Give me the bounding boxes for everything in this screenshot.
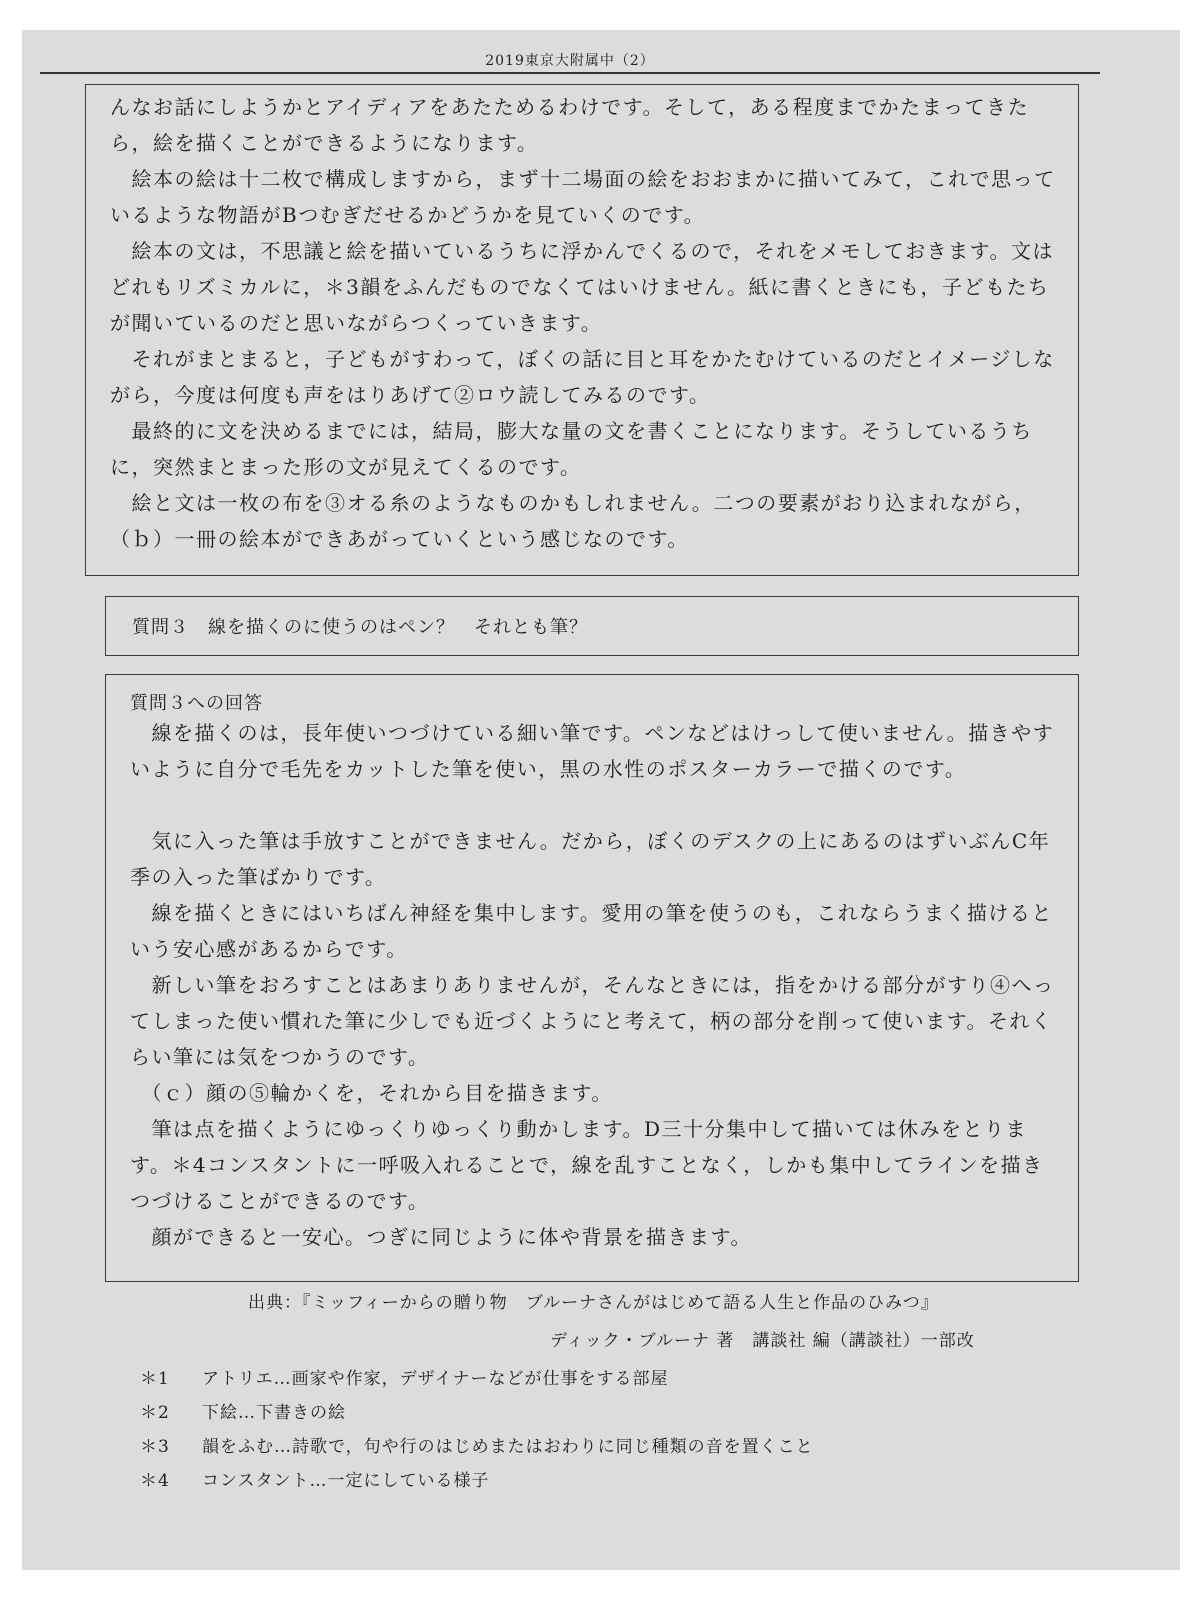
header-rule [40, 72, 1100, 74]
footnote-text: 韻をふむ…詩歌で，句や行のはじめまたはおわりに同じ種類の音を置くこと [202, 1437, 814, 1457]
answer-paragraph-7: 顔ができると一安心。つぎに同じように体や背景を描きます。 [130, 1225, 752, 1249]
passage-paragraph-5: 最終的に文を決めるまでには，結局，膨大な量の文を書くことになります。そうしているうちに，突然まとまった形の文が見えてくるのです。 [110, 419, 1033, 479]
footnote-2 [140, 1396, 1040, 1430]
passage-box [85, 84, 1079, 576]
footnotes [140, 1362, 1040, 1498]
answer-paragraph-3: 線を描くときにはいちばん神経を集中します。愛用の筆を使うのも，これならうまく描けるという安心感があるからです。 [130, 901, 1053, 961]
passage-paragraph-2: 絵本の絵は十二枚で構成しますから，まず十二場面の絵をおおまかに描いてみて，これで思っているような物語がBつむぎだせるかどうかを見ていくのです。 [110, 167, 1056, 227]
answer-paragraph-4: 新しい筆をおろすことはあまりありませんが，そんなときには，指をかける部分がすり④へってしまった使い慣れた筆に少しでも近づくようにと考えて，柄の部分を削って使います。それくらい筆には気をつかうのです。 [130, 973, 1055, 1069]
answer-3-label: 質問３への回答 [130, 693, 263, 714]
footnote-text: 下絵…下書きの絵 [202, 1403, 346, 1423]
answer-paragraph-5: （ｃ）顔の⑤輪かくを，それから目を描きます。 [130, 1081, 613, 1105]
passage-paragraph-6: 絵と文は一枚の布を③オる糸のようなものかもしれません。二つの要素がおり込まれながら，（ｂ）一冊の絵本ができあがっていくという感じなのです。 [110, 491, 1036, 551]
source-credit: ディック・ブルーナ 著 講談社 編（講談社）一部改 [550, 1331, 975, 1351]
footnote-text: アトリエ…画家や作家，デザイナーなどが仕事をする部屋 [202, 1369, 669, 1389]
footnote-mark: ＊3 [140, 1437, 170, 1457]
answer-paragraph-2: 気に入った筆は手放すことができません。だから，ぼくのデスクの上にあるのはずいぶんC年季の入った筆ばかりです。 [130, 829, 1051, 889]
footnote-mark: ＊1 [140, 1369, 170, 1389]
answer-paragraph-6: 筆は点を描くようにゆっくりゆっくり動かします。D三十分集中して描いては休みをとります。＊4コンスタントに一呼吸入れることで，線を乱すことなく，しかも集中してラインを描きつづけることができるのです。 [130, 1117, 1044, 1213]
footnote-3 [140, 1430, 1040, 1464]
footnote-text: コンスタント…一定にしている様子 [202, 1471, 490, 1491]
passage-paragraph-4: それがまとまると，子どもがすわって，ぼくの話に目と耳をかたむけているのだとイメージしながら，今度は何度も声をはりあげて②ロウ読してみるのです。 [110, 347, 1055, 407]
passage-paragraph-1: んなお話にしようかとアイディアをあたためるわけです。そして，ある程度までかたまってきたら，絵を描くことができるようになります。 [110, 95, 1030, 155]
footnote-1 [140, 1362, 1040, 1396]
answer-paragraph-1: 線を描くのは，長年使いつづけている細い筆です。ペンなどはけっして使いません。描きやすいように自分で毛先をカットした筆を使い，黒の水性のポスターカラーで描くのです。 [130, 721, 1055, 781]
source-citation: 出典：『ミッフィーからの贈り物 ブルーナさんがはじめて語る人生と作品のひみつ』 [248, 1293, 939, 1313]
footnote-mark: ＊2 [140, 1403, 170, 1423]
question-box [105, 596, 1079, 656]
footnote-mark: ＊4 [140, 1471, 170, 1491]
footnote-4 [140, 1464, 1040, 1498]
passage-paragraph-3: 絵本の文は，不思議と絵を描いているうちに浮かんでくるので，それをメモしておきます。文はどれもリズミカルに，＊3韻をふんだものでなくてはいけません。紙に書くときにも，子どもたちが聞いているのだと思いながらつくっていきます。 [110, 239, 1054, 335]
page-header: 2019東京大附属中（2） [485, 53, 655, 69]
question-3-title: 質問３ 線を描くのに使うのはペン？ それとも筆？ [132, 617, 588, 638]
answer-box [105, 674, 1079, 1282]
